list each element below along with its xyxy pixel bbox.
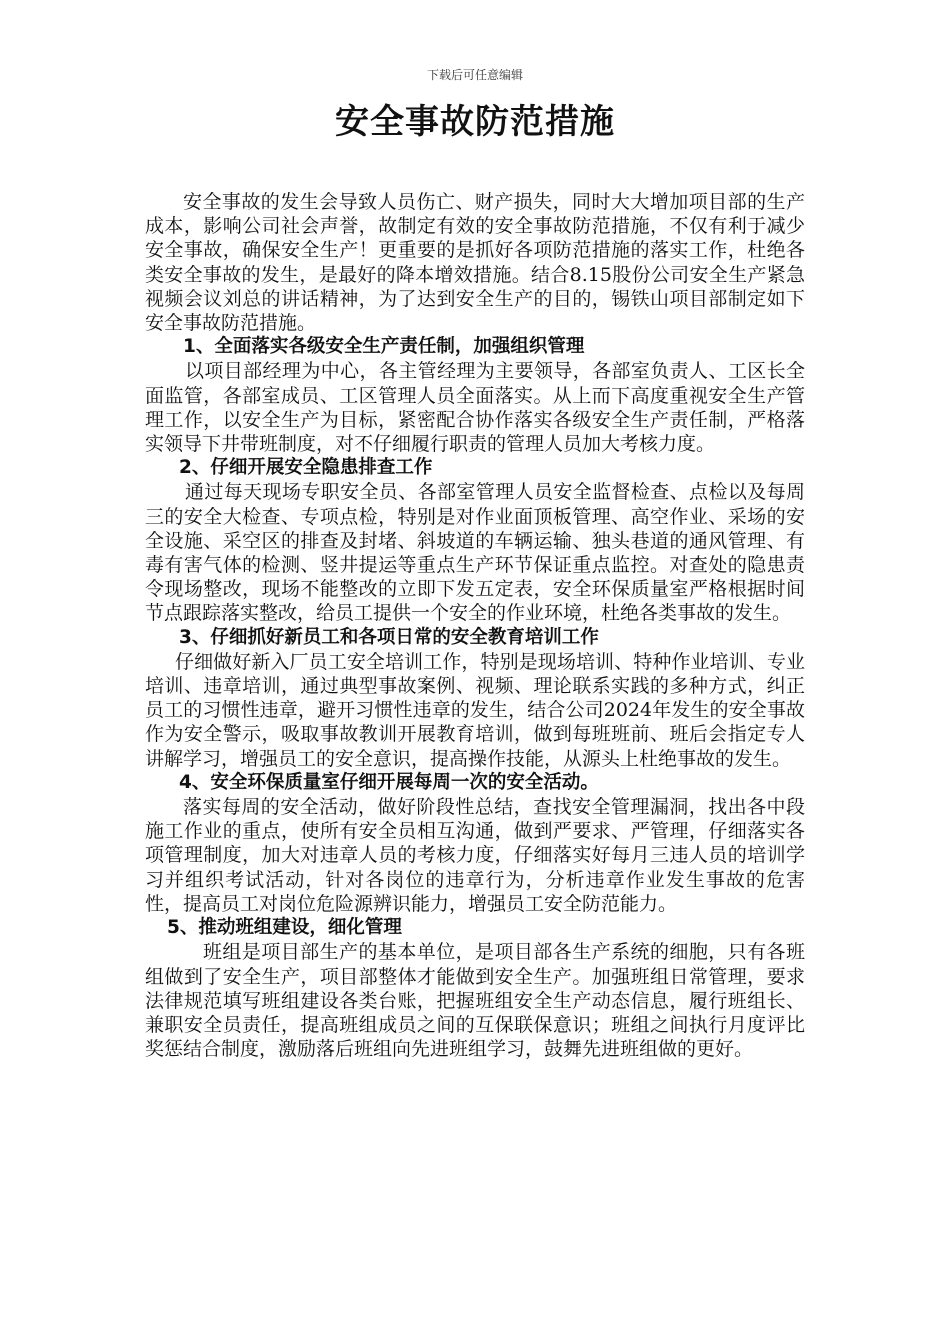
section-1-heading: 1、全面落实各级安全生产责任制，加强组织管理 — [183, 336, 585, 358]
header-note: 下载后可任意编辑 — [426, 68, 523, 82]
document-body — [145, 190, 805, 1061]
document-title: 安全事故防范措施 — [335, 102, 615, 142]
section-3-body: 仔细做好新入厂员工安全培训工作，特别是现场培训、特种作业培训、专业培训、违章培训，通过典型事故案例、视频、理论联系实践的多种方式，纠正员工的习惯性违章，避开习惯性违章的发生，结合公司2024年发生的安全事故作为安全警示，吸取事故教训开展教育培训，做到每班班前、班后会指定专人讲解学习，增强员工的安全意识，提高操作技能，从源头上杜绝事故的发生。 — [145, 650, 805, 770]
section-5-heading: 5、推动班组建设，细化管理 — [167, 917, 402, 939]
section-5-body: 班组是项目部生产的基本单位，是项目部各生产系统的细胞，只有各班组做到了安全生产，项目部整体才能做到安全生产。加强班组日常管理，要求法律规范填写班组建设各类台账，把握班组安全生产动态信息，履行班组长、兼职安全员责任，提高班组成员之间的互保联保意识；班组之间执行月度评比奖惩结合制度，激励落后班组向先进班组学习，鼓舞先进班组做的更好。 — [145, 941, 805, 1061]
section-2-heading: 2、仔细开展安全隐患排查工作 — [179, 457, 433, 479]
section-1-body: 以项目部经理为中心，各主管经理为主要领导，各部室负责人、工区长全面监管，各部室成员、工区管理人员全面落实。从上而下高度重视安全生产管理工作，以安全生产为目标，紧密配合协作落实各级安全生产责任制，严格落实领导下井带班制度，对不仔细履行职责的管理人员加大考核力度。 — [145, 360, 805, 456]
intro-paragraph: 安全事故的发生会导致人员伤亡、财产损失，同时大大增加项目部的生产成本，影响公司社会声誉，故制定有效的安全事故防范措施，不仅有利于减少安全事故，确保安全生产！更重要的是抓好各项防范措施的落实工作，杜绝各类安全事故的发生，是最好的降本增效措施。结合8.15股份公司安全生产紧急视频会议刘总的讲话精神，为了达到安全生产的目的，锡铁山项目部制定如下安全事故防范措施。 — [145, 191, 805, 335]
section-4-body: 落实每周的安全活动，做好阶段性总结，查找安全管理漏洞，找出各中段施工作业的重点，使所有安全员相互沟通，做到严要求、严管理，仔细落实各项管理制度，加大对违章人员的考核力度，仔细落实好每月三违人员的培训学习并组织考试活动，针对各岗位的违章行为，分析违章作业发生事故的危害性，提高员工对岗位危险源辨识能力，增强员工安全防范能力。 — [145, 796, 805, 915]
section-3-heading: 3、仔细抓好新员工和各项日常的安全教育培训工作 — [179, 626, 599, 648]
section-2-body: 通过每天现场专职安全员、各部室管理人员安全监督检查、点检以及每周三的安全大检查、专项点检，特别是对作业面顶板管理、高空作业、采场的安全设施、采空区的排查及封堵、斜坡道的车辆运输、独头巷道的通风管理、有毒有害气体的检测、竖井提运等重点生产环节保证重点监控。对查处的隐患责令现场整改，现场不能整改的立即下发五定表，安全环保质量室严格根据时间节点跟踪落实整改，给员工提供一个安全的作业环境，杜绝各类事故的发生。 — [145, 481, 805, 625]
section-4-heading: 4、安全环保质量室仔细开展每周一次的安全活动。 — [179, 771, 599, 793]
